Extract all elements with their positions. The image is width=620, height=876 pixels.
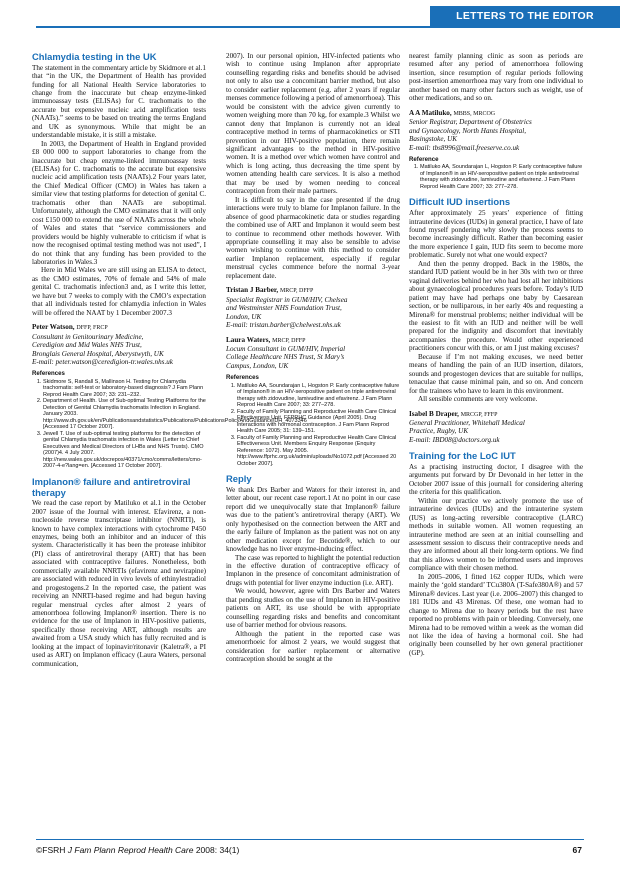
author-quals: MRCP, DFFP — [272, 337, 306, 344]
article-title-implanon: Implanon® failure and antiretroviral therapy — [32, 475, 191, 498]
author-email[interactable]: E-mail: IBD08@doctors.org.uk — [409, 435, 500, 444]
signature-block — [226, 336, 400, 371]
article-title-training: Training for the LoC IUT — [409, 450, 516, 462]
references-title: References — [32, 370, 65, 378]
author-name: Peter Watson, — [32, 323, 75, 332]
reference-item: 3. Jewell T. Use of sub-optimal testing platforms for the detection of genital Chlamydia trachomatis infection in Wales (Letter to Chief Executives and Medical Directors of LHBs and NHS Trusts). CMO (2007)4. 4 July 2007. http://new.wales.gov.uk/docrepos/40371/cmo/comms/letters/cmo-2007-4-e?lang=en. [Accessed 17 October 2007]. — [43, 431, 206, 470]
references-title: References — [226, 374, 259, 382]
signature-block — [409, 109, 583, 152]
author-name: Tristan J Barber, — [226, 286, 279, 295]
paragraph: We thank Drs Barber and Waters for their interest in, and letter about, our recent case report.1 At no point in our case report did we unequivocally state that Implanon® failure was due to the patient’s antiretroviral therapy (ART). We only hypothesised on the connection between the ART and the early failure of Implanon as the patient was not on any other medication except for Becotide®, which to our knowledge has no liver enzyme-inducing effect. — [226, 485, 400, 554]
references — [226, 375, 400, 467]
author-affiliation: Senior Registrar, Department of Obstetrics — [409, 118, 532, 127]
references — [409, 157, 583, 191]
footer-citation — [36, 845, 239, 855]
article-title-iud: Difficult IUD insertions — [409, 196, 511, 208]
reference-item: 1. Matiluko AA, Soundarajan L, Hogston P. Early contraceptive failure of Implanon® in an HIV-seropositive patient on triple antiretroviral therapy with zidovudine, lamivudine and efavirenz. J Fam Plann Reprod Health Care 2007; 33: 277–278. — [237, 383, 400, 409]
signature-block — [226, 286, 400, 329]
author-quals: MRCGP, FFFP — [460, 411, 498, 418]
author-affiliation: Campus, London, UK — [226, 361, 289, 370]
reference-item: 2. Department of Health. Use of Sub-optimal Testing Platforms for the Detection of Genital Chlamydia trachomatis Infection in England. January 2003. http://www.dh.gov.uk/en/Publicationsandstatistics/Publications/PublicationsPolicyAndGuidance/DH_4073346 [Accessed 17 October 2007]. — [43, 398, 206, 431]
author-name: A A Matiluko, — [409, 108, 452, 117]
author-name: Isabel B Draper, — [409, 409, 459, 418]
paragraph: Because if I’m not making excuses, we need better means of handling the pain of an IUD insertion, dilators, sounds and progestogen devices that are suitable for nullips, tenaculae that cause minimal pain, and so on. And concern for the trainees who have to learn in this environment. — [409, 352, 583, 395]
author-affiliation: London, UK — [226, 312, 262, 321]
paragraph: We read the case report by Matiluko et al.1 in the October 2007 issue of the Journal with interest. Efavirenz, a non-nucleoside reverse transcriptase inhibitor (NNRTI), is known to have complex interactions with cytochrome P450 enzymes, being both an inhibitor and an inducer of this system. Characteristically it has been the protease inhibitor (PI) class of antiretroviral therapy (ART) that has been associated with contraceptive failures. Nonetheless, both commercially available NNRTIs (efavirenz and nevirapine) are associated with reduced in vivo levels of ethinylestradiol and progestogens.2 In the reported case, the patient was receiving an NNRTI-based regime and had begun having regular menstrual cycles after almost 2 years of amenorrhoea following Implanon® insertion. There is no evidence for the use of Implanon in HIV-positive patients, specifically those receiving ART, although results are awaited from a USA study which has fully recruited and is looking at the impact of lopinavir/ritonavir (Kaletra®, a PI used as ART) on Implanon efficacy (Laura Waters, personal communication, — [32, 499, 206, 668]
paragraph: Although the patient in the reported case was amenorrhoeic for almost 2 years, we would suggest that consideration for earlier replacement or alternative contraception should be sought at the — [226, 629, 400, 663]
author-name: Laura Waters, — [226, 335, 271, 344]
author-quals: MBBS, MRCOG — [453, 110, 496, 117]
paragraph: Here in Mid Wales we are still using an ELISA to detect, as the CMO estimates, 70% of female and 54% of male genital C. trachomatis infection3 and, as I write this letter, we have but 7 weeks to comply with the CMO’s expectation that all individuals tested for chlamydia infection in Wales will be offered the NAAT by 1 December 2007.3 — [32, 266, 206, 317]
references — [32, 370, 307, 470]
signature-block — [32, 323, 206, 366]
reference-item: 1. Skidmore S, Randall S, Mallinson H. Testing for Chlamydia trachomatis: self-test or laboratory-based diagnosis? J Fam Plann Reprod Health Care 2007; 33: 231–232. — [43, 379, 206, 399]
paragraph: nearest family planning clinic as soon as periods are resumed after any period of amenorrhoea following insertion, since resumption of regular periods following post-insertion amenorrhoea may vary from one individual to another based on many other factors such as weight, use of other medications, and so on. — [409, 52, 583, 103]
author-email[interactable]: E-mail: tbs8996@mail.freeserve.co.uk — [409, 143, 520, 152]
author-affiliation: Practice, Rugby, UK — [409, 427, 469, 436]
author-affiliation: and Gynaecology, North Hants Hospital, — [409, 126, 527, 135]
paragraph: And then the penny dropped. Back in the 1980s, the standard IUD patient would be in her 30s with two or three vaginal deliveries behind her who had lost all her inhibitions about gynaecological procedures years before. Today’s IUD patient may have had perhaps one baby by Caesarean section, or be nulliparous, in her early 40s and requesting a Mirena® for menstrual problems; neither individual will be the easiest to fit with an IUD and neither will be well prepared for the indignity and discomfort that inevitably accompanies the procedure. Would other experienced practitioners concur with this, or am I just making excuses? — [409, 259, 583, 353]
paragraph: It is difficult to say in the case presented if the drug interactions were truly to blame for Implanon failure. In the absence of good pharmacokinetic data or studies regarding the combined use of ART and Implanon it would seem best to continue to recommend other methods however. With appropriate counselling it may also be sensible to advise women wishing to continue with this method to consider earlier Implanon replacement, especially if regular menstrual cycles commence before the normal 3-year replacement date. — [226, 195, 400, 280]
author-affiliation: Consultant in Genitourinary Medicine, — [32, 332, 144, 341]
article-title-chlamydia: Chlamydia testing in the UK — [32, 51, 157, 62]
page-number: 67 — [572, 845, 582, 855]
author-email[interactable]: E-mail: tristan.barber@chelwest.nhs.uk — [226, 321, 341, 330]
paragraph: As a practising instructing doctor, I disagree with the arguments put forward by Dr Devonald in her letter in the October 2007 issue of this journal1 for considering altering the criteria for this qualification. — [409, 462, 583, 497]
issue: 2008: 34(1) — [195, 845, 240, 855]
paragraph: In 2003, the Department of Health in England provided £8 000 000 to support laboratories to change from the inaccurate but cheap enzyme-linked immunoassay tests (ELISAs) for C. trachomatis to the accurate but expensive nucleic acid amplification tests (NAATs).2 Four years later, the Chief Medical Officer (CMO) in Wales has taken a similar view that testing platforms for detection of genital C. trachomatis other than NAATs are suboptimal. Unfortunately, although the CMO estimates that it will only cost £150 000 to extend the use of NAATs across the whole of Wales and states that “service commissioners and providers would be highly vulnerable to criticism if what is now the recognised optimal testing method was not used”, I do not think that any funding has been provided to the laboratories in Wales.3 — [32, 139, 206, 267]
section-label: LETTERS TO THE EDITOR — [430, 6, 620, 26]
author-quals: MRCP, DFFP — [279, 288, 314, 295]
paragraph: All sensible comments are very welcome. — [418, 395, 538, 404]
author-affiliation: General Practitioner, Whitehall Medical — [409, 418, 525, 427]
paragraph: The case was reported to highlight the potential reduction in the effective duration of contraceptive efficacy of Implanon in the presence of concomitant administration of drugs with potential for liver enzyme induction (i.e. ART). — [226, 553, 400, 587]
author-email[interactable]: E-mail: peter.watson@ceredigion-tr.wales.nhs.uk — [32, 358, 173, 366]
author-affiliation: and Westminster NHS Foundation Trust, — [226, 304, 342, 313]
paragraph: 2007). In our personal opinion, HIV-infected patients who wish to continue using Implanon after appropriate counselling regarding risks and benefits should be advised not only to also use a concomitant barrier method, but also to consider earlier replacement (e.g. after 2 years if regular menses commence following a period of amenorrhoea). This would be consistent with the advice given currently to women weighing more than 70 kg, for example.3 Whilst we cannot deny that Implanon is currently not an ideal contraceptive method in terms of pharmacokinetics or STI prevention in our HIV-positive population, there remain significant advantages to the method in HIV-positive women. It is a method over which women have control and which is long acting, thus decreasing the time spent by women attending health care services. It is also a method that may be used by women needing to conceal contraception from their male partners. — [226, 52, 400, 196]
footer-rule — [36, 839, 584, 840]
signature-block — [409, 410, 583, 445]
reference-item: 1. Matiluko AA, Soundarajan L, Hogston P. Early contraceptive failure of Implanon® in an HIV-seropositive patient on triple antiretroviral therapy with zidovudine, lamivudine and efavirenz. J Fam Plann Reprod Health Care 2007; 33: 277–278. — [420, 164, 583, 190]
copyright: ©FSRH — [36, 845, 66, 855]
author-affiliation: Locum Consultant in GUM/HIV, Imperial — [226, 344, 346, 353]
paragraph: Within our practice we actively promote the use of intrauterine devices (IUDs) and the intrauterine system (IUS) as long-acting reversible contraceptive (LARC) methods in suitable women. All women requesting an intrauterine method are seen at an initial counselling and assessment session to discuss their contraceptive needs and they are informed about all their long-term options. We find that this allows women to be informed users and improves compliance with their chosen method. — [409, 496, 583, 573]
author-affiliation: Specialist Registrar in GUM/HIV, Chelsea — [226, 295, 348, 304]
author-affiliation: College Healthcare NHS Trust, St Mary’s — [226, 353, 345, 362]
references-title: Reference — [409, 155, 439, 163]
author-affiliation: Basingstoke, UK — [409, 135, 457, 144]
section-header — [0, 0, 620, 30]
author-quals: DFFP, FRCP — [76, 325, 108, 332]
reference-item: 2. Faculty of Family Planning and Reproductive Health Care Clinical Effectiveness Unit. FFPRHC Guidance (April 2005). Drug interactions with hormonal contraception. J Fam Plann Reprod Health Care 2005; 31: 139–151. — [237, 409, 400, 435]
author-affiliation: Bronglais General Hospital, Aberystwyth, UK — [32, 349, 164, 358]
column-2 — [226, 52, 400, 663]
column-3 — [409, 52, 583, 657]
paragraph: We would, however, agree with Drs Barber and Waters that pending studies on the use of Implanon in HIV-positive patients on ART, its use should be with appropriate counselling regarding risks and benefits and concomitant use of barrier method for obvious reasons. — [226, 587, 400, 630]
reference-item: 3. Faculty of Family Planning and Reproductive Health Care Clinical Effectiveness Unit. Members Enquiry Response (Enquiry Reference: 1072). May 2005. http://www.ffprhc.org.uk/admin/uploads/No1072.pdf [Accessed 20 October 2007]. — [237, 435, 400, 468]
journal-name: J Fam Plann Reprod Health Care — [67, 845, 194, 855]
article-title-reply: Reply — [226, 473, 252, 485]
paragraph: In 2005–2006, I fitted 162 copper IUDs, which were mainly the ‘gold standard’ TCu380A (T-Safe380A®) and 57 Mirena® devices. Last year (i.e. 2006–2007) this changed to 181 IUDs and 43 Mirenas. Of these, one woman had to change to Mirena due to heavy periods but the rest have reported no problems with pain or bleeding. Conversely, one Mirena had to be removed within a week as the woman did not like the idea of having a hormonal coil. She had originally been counselled by her own general practitioner (GP). — [409, 572, 583, 657]
header-rule — [36, 26, 620, 28]
paragraph: The statement in the commentary article by Skidmore et al.1 that “in the UK, the Department of Health has provided funding for all National Health Service laboratories to change from the inaccurate but cheap enzyme-linked immunoassay tests (ELISAs) for C. trachomatis to the accurate but expensive nucleic acid amplification tests (NAATs).” seems to be based on treating the terms England and UK as synonymous. While that might be an understandable mistake, it is still a mistake. — [32, 63, 206, 140]
author-affiliation: Ceredigion and Mid Wales NHS Trust, — [32, 341, 142, 350]
paragraph: After approximately 25 years’ experience of fitting intrauterine devices (IUDs) in general practice, I have of late found myself pondering why slowly the process seems to become increasingly difficult. Rather than becoming easier the more experience I gain, IUD fits seem to become more problematic. Surely not what one would expect? — [409, 209, 583, 260]
